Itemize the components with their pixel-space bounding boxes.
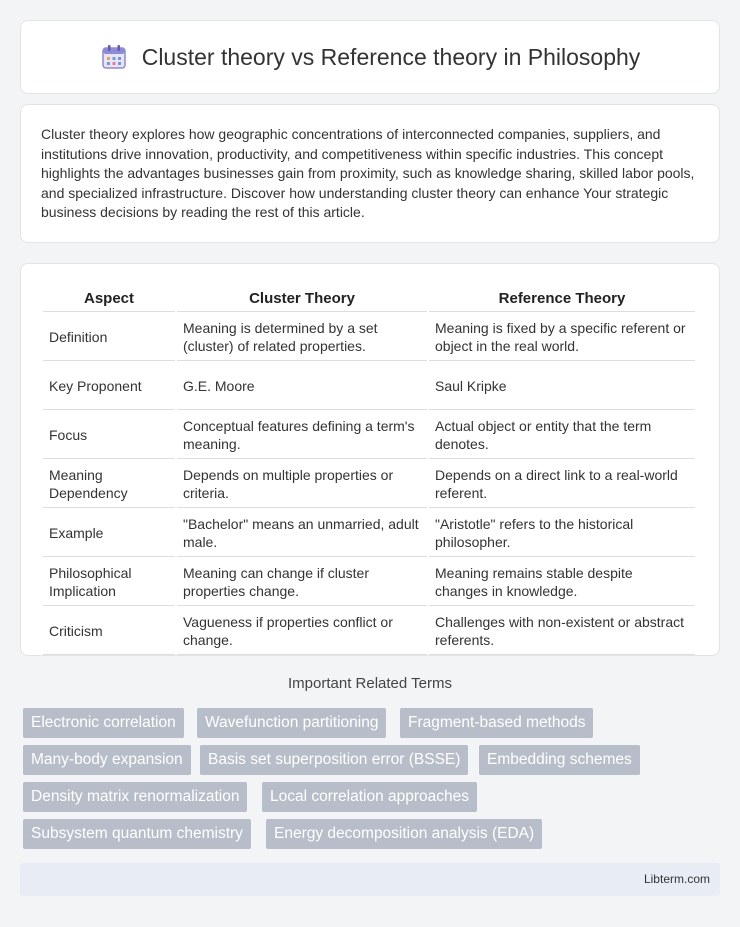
table-header-row [43, 286, 695, 312]
table-cell: Depends on a direct link to a real-world referent. [429, 461, 695, 508]
table-cell: Meaning is determined by a set (cluster) of related properties. [177, 314, 427, 361]
table-row [43, 412, 695, 459]
page-title: Cluster theory vs Reference theory in Philosophy [141, 43, 641, 70]
table-cell: "Aristotle" refers to the historical philosopher. [429, 510, 695, 557]
header-reference-theory: Reference Theory [429, 286, 695, 312]
comparison-table-card [20, 263, 720, 656]
comparison-table [41, 284, 697, 657]
intro-card [20, 104, 720, 243]
table-row [43, 314, 695, 361]
table-row [43, 363, 695, 410]
table-row [43, 510, 695, 557]
table-cell: Definition [43, 314, 175, 361]
table-cell: Meaning is fixed by a specific referent or object in the real world. [429, 314, 695, 361]
tag-link[interactable]: Local correlation approaches [262, 782, 477, 812]
header-cluster-theory: Cluster Theory [177, 286, 427, 312]
tag-link[interactable]: Many-body expansion [23, 745, 191, 775]
tag-link[interactable]: Wavefunction partitioning [197, 708, 386, 738]
table-cell: Saul Kripke [429, 363, 695, 410]
footer [20, 863, 720, 896]
table-cell: "Bachelor" means an unmarried, adult male. [177, 510, 427, 557]
table-cell: Meaning can change if cluster properties change. [177, 559, 427, 606]
calendar-grid-icon [100, 43, 128, 71]
tag-link[interactable]: Embedding schemes [479, 745, 640, 775]
table-row [43, 461, 695, 508]
footer-site-link[interactable]: Libterm.com [643, 872, 710, 886]
tag-link[interactable]: Basis set superposition error (BSSE) [200, 745, 468, 775]
table-cell: Philosophical Implication [43, 559, 175, 606]
tag-link[interactable]: Fragment-based methods [400, 708, 593, 738]
table-cell: Meaning Dependency [43, 461, 175, 508]
header-card [20, 20, 720, 94]
tag-link[interactable]: Subsystem quantum chemistry [23, 819, 251, 849]
table-cell: G.E. Moore [177, 363, 427, 410]
table-cell: Key Proponent [43, 363, 175, 410]
related-terms-title: Important Related Terms [288, 675, 452, 692]
tag-link[interactable]: Electronic correlation [23, 708, 184, 738]
table-cell: Criticism [43, 608, 175, 655]
tag-link[interactable]: Density matrix renormalization [23, 782, 247, 812]
table-cell: Depends on multiple properties or criteria. [177, 461, 427, 508]
table-cell: Focus [43, 412, 175, 459]
table-cell: Actual object or entity that the term denotes. [429, 412, 695, 459]
intro-text: Cluster theory explores how geographic concentrations of interconnected companies, suppliers, and institutions drive innovation, productivity, and competitiveness within specific industries. This concept highlights the advantages businesses gain from proximity, such as knowledge sharing, skilled labor pools, and specialized infrastructure. Discover how understanding cluster theory can enhance Your strategic business decisions by reading the rest of this article. [41, 126, 695, 220]
table-cell: Meaning remains stable despite changes in knowledge. [429, 559, 695, 606]
table-cell: Challenges with non-existent or abstract referents. [429, 608, 695, 655]
table-cell: Conceptual features defining a term's meaning. [177, 412, 427, 459]
tag-link[interactable]: Energy decomposition analysis (EDA) [266, 819, 542, 849]
header-aspect: Aspect [43, 286, 175, 312]
table-row [43, 559, 695, 606]
table-cell: Vagueness if properties conflict or change. [177, 608, 427, 655]
table-row [43, 608, 695, 655]
table-cell: Example [43, 510, 175, 557]
